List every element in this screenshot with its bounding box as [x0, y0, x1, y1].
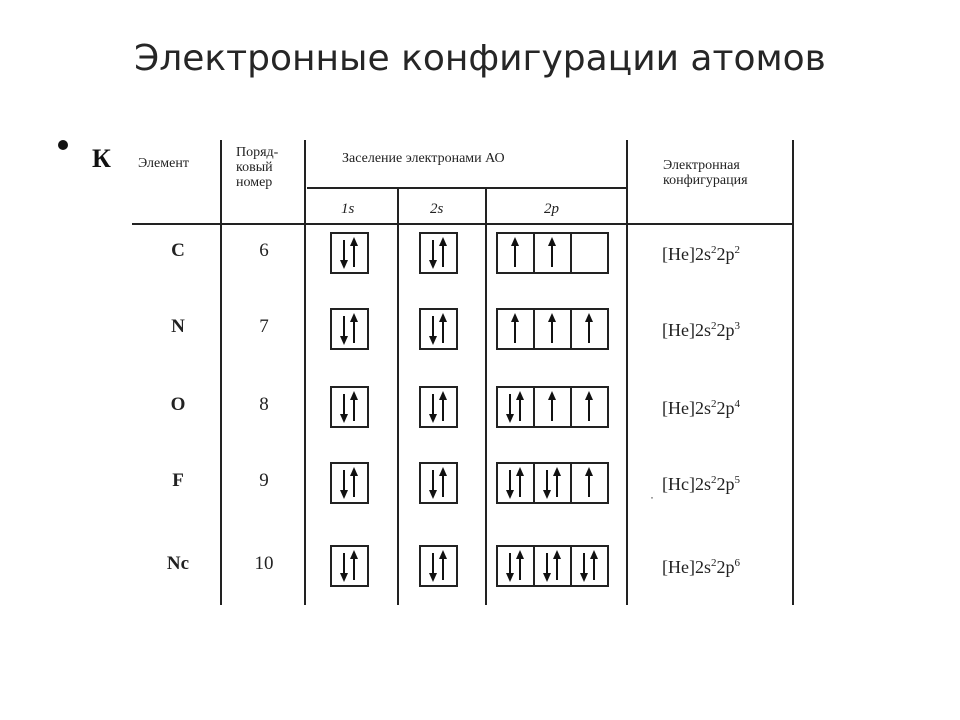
electron-configuration: $[He]2s^22p^4$	[662, 398, 740, 418]
orbital-2p	[496, 545, 609, 587]
orbital-cell	[572, 388, 607, 426]
orbital-1s	[330, 386, 369, 428]
orbital-1s	[330, 462, 369, 504]
divider-element	[220, 140, 222, 605]
orbital-cell	[535, 234, 572, 272]
orbital-cell	[421, 388, 456, 426]
header-configuration: Электронная конфигурация	[663, 158, 748, 188]
orbital-2p	[496, 308, 609, 350]
orbital-2s	[419, 308, 458, 350]
header-number: Поряд- ковый номер	[236, 145, 279, 190]
orbital-2s	[419, 232, 458, 274]
element-symbol: N	[171, 316, 185, 337]
bullet-text: К	[92, 144, 111, 173]
divider-right	[792, 140, 794, 605]
orbital-cell	[535, 547, 572, 585]
orbital-cell	[498, 310, 535, 348]
orbital-cell	[421, 234, 456, 272]
orbital-2p	[496, 232, 609, 274]
orbital-1s	[330, 545, 369, 587]
electron-configuration: $[He]2s^22p^2$	[662, 244, 740, 264]
orbital-cell	[572, 234, 607, 272]
divider-2p	[626, 140, 628, 605]
orbital-cell	[535, 310, 572, 348]
orbital-cell	[498, 388, 535, 426]
electron-configuration: $[He]2s^22p^6$	[662, 557, 740, 577]
orbital-cell	[332, 464, 367, 502]
header-population: Заселение электронами АО	[342, 151, 505, 166]
atomic-number: 7	[259, 316, 269, 337]
orbital-2s	[419, 386, 458, 428]
orbital-cell	[498, 547, 535, 585]
orbital-1s	[330, 232, 369, 274]
orbital-cell	[332, 547, 367, 585]
element-symbol: C	[171, 240, 185, 261]
orbital-cell	[572, 310, 607, 348]
element-symbol: Nc	[166, 553, 190, 574]
subheader-rule	[307, 187, 627, 189]
orbital-cell	[421, 464, 456, 502]
atomic-number: 6	[259, 240, 269, 261]
header-element: Элемент	[138, 156, 189, 171]
orbital-cell	[421, 310, 456, 348]
element-symbol: O	[170, 394, 186, 415]
header-rule	[132, 223, 794, 225]
orbital-cell	[421, 547, 456, 585]
orbital-2s	[419, 462, 458, 504]
subheader-2s: 2s	[430, 201, 444, 217]
atomic-number: 9	[259, 470, 269, 491]
atomic-number: 10	[254, 553, 274, 574]
orbital-2p	[496, 386, 609, 428]
slide-title: Электронные конфигурации атомов	[134, 38, 826, 79]
divider-number	[304, 140, 306, 605]
orbital-cell	[572, 464, 607, 502]
electron-configuration: $[Hc]2s^22p^5$	[662, 474, 740, 494]
orbital-cell	[535, 464, 572, 502]
divider-2s	[485, 188, 487, 605]
orbital-cell	[498, 464, 535, 502]
orbital-2p	[496, 462, 609, 504]
divider-1s	[397, 188, 399, 605]
electron-configuration: $[He]2s^22p^3$	[662, 320, 740, 340]
orbital-cell	[332, 388, 367, 426]
stray-dot: ·	[650, 490, 654, 504]
orbital-2s	[419, 545, 458, 587]
orbital-cell	[535, 388, 572, 426]
subheader-2p: 2p	[544, 201, 559, 217]
orbital-cell	[572, 547, 607, 585]
orbital-1s	[330, 308, 369, 350]
orbital-cell	[498, 234, 535, 272]
subheader-1s: 1s	[341, 201, 355, 217]
orbital-cell	[332, 310, 367, 348]
element-symbol: F	[172, 470, 184, 491]
atomic-number: 8	[259, 394, 269, 415]
orbital-cell	[332, 234, 367, 272]
